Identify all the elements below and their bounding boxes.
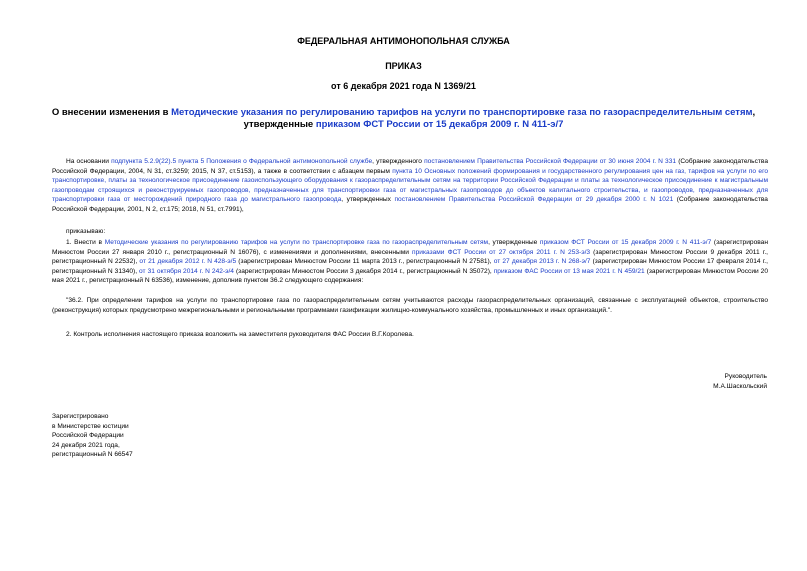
order-word: приказываю: [66,228,106,235]
preamble-text-3: (Собрание законодательства Российской Федерации, 2004, N 31, ст.3259; 2015, N 37, ст.5153), а также в соответствии с абзацем первым [52,158,768,175]
preamble-text-4: , утвержденных [341,196,395,204]
registration-line-2: в Министерстве юстиции [52,422,129,430]
item1-link-fst-order-253[interactable]: приказами ФСТ России от 27 октября 2011 г. N 253-э/3 [412,248,591,256]
registration-block [52,412,133,460]
item-2-paragraph: 2. Контроль исполнения настоящего приказа возложить на заместителя руководителя ФАС России В.Г.Королева. [66,331,414,338]
item1-link-fas-order-459[interactable]: приказом ФАС России от 13 мая 2021 г. N 459/21 [493,267,645,275]
registration-line-5: регистрационный N 66547 [52,451,133,459]
item1-text-8: (зарегистрирован Минюстом России 20 мая 2021 г., регистрационный N 63536), изменение, дополнив пунктом 36.2 следующего содержания: [52,267,769,285]
registration-line-3: Российской Федерации [52,432,124,440]
preamble-text-1: На основании [66,158,112,165]
preamble-link-fas-regulation[interactable]: подпункта 5.2.9(22).5 пункта 5 Положения о Федеральной антимонопольной службе [111,158,373,165]
item1-text-7: (зарегистрирован Минюстом России 3 декабря 2014 г., регистрационный N 35072), [233,267,494,275]
item1-link-order-242[interactable]: от 31 октября 2014 г. N 242-э/4 [139,267,234,275]
item-1-paragraph [52,238,768,286]
document-type: ПРИКАЗ [385,61,422,71]
quoted-clause-36-2: "36.2. При определении тарифов на услуги по транспортировке газа по газораспределительным сетям учитываются расходы газораспределительных организаций, связанные с эксплуатацией объектов, строительство (реконструкция) которых предусмотрено межрегиональными и региональными программами газификации жилищно-коммунального хозяйства, промышленных и иных организаций.". [52,297,768,314]
document-title [40,107,767,131]
item1-link-order-268[interactable]: от 27 декабря 2013 г. N 268-э/7 [493,258,591,266]
item1-link-fst-order-411[interactable]: приказом ФСТ России от 15 декабря 2009 г. N 411-э/7 [539,239,712,246]
title-text-1: О внесении изменения в [51,107,172,118]
title-text-2: , утвержденные [243,107,756,130]
item1-text-2: , утвержденные [488,239,540,246]
item1-text-4: (зарегистрирован Минюстом России 9 декабря 2011 г., регистрационный N 22532), [52,248,768,266]
registration-line-1: Зарегистрировано [52,413,109,420]
title-link-fst-order[interactable]: приказом ФСТ России от 15 декабря 2009 г. N 411-э/7 [315,119,564,130]
preamble-link-pricing-provisions[interactable]: пункта 10 Основных положений формирования и государственного регулирования цен на газ, тарифов на услуги по его транспортировке, платы за технологическое присоединение газоиспользующего оборудования к газораспределительным сетям на территории Российской Федерации и платы за технологическое присоединение к магистральным газопроводам строящихся и реконструируемых газопроводов, предназначенных для транспортировки газа от магистральных газопроводов до объектов капитального строительства, и газопроводов, предназначенных для транспортировки газа от месторождений природного газа до магистрального газопровода [52,167,768,204]
item1-text-1: 1. Внести в [66,239,105,246]
item1-link-methodical-guidelines[interactable]: Методические указания по регулированию тарифов на услуги по транспортировке газа по газораспределительным сетям [104,239,489,246]
document-date-number: от 6 декабря 2021 года N 1369/21 [331,81,476,91]
preamble-text-5: (Собрание законодательства Российской Федерации, 2001, N 2, ст.175; 2018, N 51, ст.7991), [52,196,768,213]
signatory-position: Руководитель [724,373,767,380]
agency-name: ФЕДЕРАЛЬНАЯ АНТИМОНОПОЛЬНАЯ СЛУЖБА [297,36,510,46]
title-link-methodical-guidelines[interactable]: Методические указания по регулированию тарифов на услуги по транспортировке газа по газораспределительным сетям [171,107,753,118]
item1-text-3: (зарегистрирован Минюстом России 27 января 2010 г., регистрационный N 16076), с изменениями и дополнениями, внесенными [52,239,768,256]
signatory-name: М.А.Шаскольский [713,382,767,390]
preamble-link-government-decree-331[interactable]: постановлением Правительства Российской Федерации от 30 июня 2004 г. N 331 [424,158,677,165]
item1-text-5: (зарегистрирован Минюстом России 11 марта 2013 г., регистрационный N 27581), [236,258,494,266]
item1-text-6: (зарегистрирован Минюстом России 17 февраля 2014 г., регистрационный N 31340), [52,258,768,275]
preamble-text-2: , утвержденного [372,158,425,165]
registration-line-4: 24 декабря 2021 года, [52,441,120,449]
item1-link-order-428[interactable]: от 21 декабря 2012 г. N 428-э/5 [139,258,237,266]
preamble-paragraph [52,157,768,215]
preamble-link-government-decree-1021[interactable]: постановлением Правительства Российской Федерации от 29 декабря 2000 г. N 1021 [394,196,674,204]
signature-block [713,372,767,391]
